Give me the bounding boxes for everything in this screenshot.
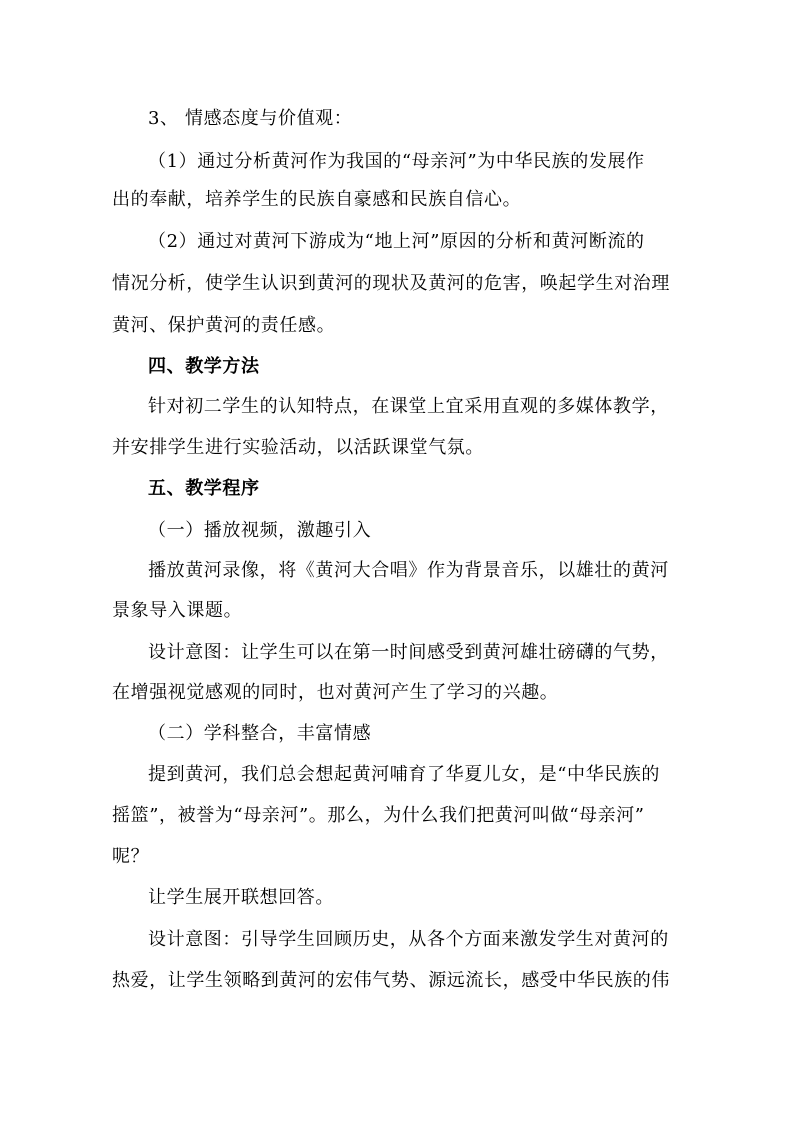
paragraph-line: 设计意图：让学生可以在第一时间感受到黄河雄壮磅礴的气势，: [148, 642, 669, 663]
section-heading-attitudes: 3、 情感态度与价值观：: [148, 108, 353, 129]
subsection-heading: （二）学科整合，丰富情感: [148, 723, 372, 744]
paragraph-line: （1）通过分析黄河作为我国的“母亲河”为中华民族的发展作: [148, 151, 645, 172]
paragraph-line: 黄河、保护黄河的责任感。: [112, 315, 336, 336]
paragraph-line: 针对初二学生的认知特点，在课堂上宜采用直观的多媒体教学，: [148, 396, 669, 417]
paragraph-line: 设计意图：引导学生回顾历史，从各个方面来激发学生对黄河的: [148, 929, 669, 950]
paragraph-line: 景象导入课题。: [112, 600, 243, 621]
paragraph-line: 并安排学生进行实验活动，以活跃课堂气氛。: [112, 437, 484, 458]
section-heading-teaching-procedure: 五、教学程序: [148, 478, 260, 499]
section-heading-teaching-method: 四、教学方法: [148, 356, 260, 377]
paragraph-line: 呢？: [112, 846, 150, 867]
paragraph-line: 情况分析，使学生认识到黄河的现状及黄河的危害，唤起学生对治理: [112, 273, 670, 294]
paragraph-line: 摇篮”，被誉为“母亲河”。那么，为什么我们把黄河叫做“母亲河”: [112, 805, 645, 826]
paragraph-line: 提到黄河，我们总会想起黄河哺育了华夏儿女，是“中华民族的: [148, 764, 660, 785]
paragraph-line: 在增强视觉感观的同时，也对黄河产生了学习的兴趣。: [112, 682, 559, 703]
paragraph-line: 播放黄河录像，将《黄河大合唱》作为背景音乐，以雄壮的黄河: [148, 560, 669, 581]
subsection-heading: （一）播放视频，激趣引入: [148, 520, 372, 541]
paragraph-line: 热爱，让学生领略到黄河的宏伟气势、源远流长，感受中华民族的伟: [112, 970, 670, 991]
paragraph-line: （2）通过对黄河下游成为“地上河”原因的分析和黄河断流的: [148, 231, 645, 252]
paragraph-line: 让学生展开联想回答。: [148, 887, 334, 908]
paragraph-line: 出的奉献，培养学生的民族自豪感和民族自信心。: [112, 189, 522, 210]
